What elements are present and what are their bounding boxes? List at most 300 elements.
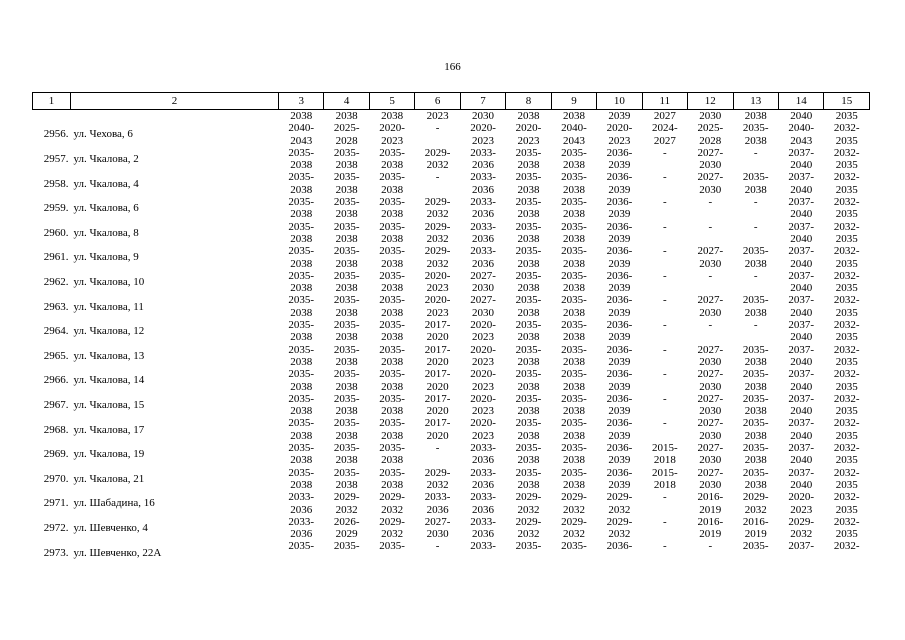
period-cell [460, 442, 505, 467]
period-start: 2032- [833, 491, 860, 504]
address-cell: ул. Чехова, 6 [73, 128, 133, 141]
period-cell [415, 540, 460, 565]
page-number: 166 [444, 61, 461, 73]
period-start: 2036- [606, 269, 633, 282]
period-cell [506, 540, 551, 565]
period-start: 2027- [697, 368, 724, 381]
period-end: 2038 [562, 478, 585, 491]
period-cell [324, 540, 369, 565]
period-cell [824, 344, 870, 369]
period-cell [369, 245, 414, 270]
row-number: 2956. [43, 128, 69, 141]
period-cell [778, 196, 823, 221]
row-number: 2965. [43, 349, 69, 362]
period-cell [733, 467, 778, 492]
period-start: 2035- [333, 466, 360, 479]
period-cell [551, 467, 596, 492]
period-end: 2023 [472, 134, 495, 147]
period-start: - [663, 491, 667, 504]
period-end: 2038 [381, 478, 404, 491]
period-start: 2037- [788, 319, 815, 332]
period-cell [415, 196, 460, 221]
period-cell [824, 540, 870, 565]
period-end: 2030 [699, 405, 722, 418]
period-cell [551, 442, 596, 467]
period-start: - [663, 245, 667, 258]
period-start: 2029- [333, 491, 360, 504]
period-start: 2035- [742, 442, 769, 455]
period-start: 2035- [379, 442, 405, 455]
period-end: 2039 [608, 454, 631, 467]
address-cell: ул. Чкалова, 8 [73, 226, 139, 239]
period-end: 2038 [290, 355, 313, 368]
period-end: 2038 [517, 306, 540, 319]
period-cell [597, 171, 642, 196]
address-cell: ул. Чкалова, 12 [73, 325, 145, 338]
period-start: 2036- [606, 392, 633, 405]
period-end [642, 381, 687, 393]
period-cell [279, 344, 324, 369]
period-cell [688, 319, 733, 344]
row-number: 2957. [43, 153, 69, 166]
period-cell [597, 516, 642, 541]
period-start: 2035- [379, 368, 405, 381]
period-end: 2030 [699, 478, 722, 491]
column-header-2: 2 [71, 93, 279, 110]
period-cell [824, 196, 870, 221]
period-start: 2027- [697, 171, 724, 184]
period-start: 2032- [833, 220, 860, 233]
period-end: 2032 [744, 503, 767, 516]
period-end: 2040 [790, 331, 813, 344]
period-end: 2040 [790, 208, 813, 221]
period-end: 2039 [608, 429, 631, 442]
period-end: 2040 [790, 405, 813, 418]
period-start: 2035- [515, 392, 542, 405]
period-cell [824, 171, 870, 196]
period-start: 2035- [333, 540, 360, 553]
period-end: 2038 [517, 331, 540, 344]
period-end: 2038 [562, 355, 585, 368]
column-header-9: 9 [551, 93, 596, 110]
period-end: 2038 [562, 454, 585, 467]
period-cell [688, 245, 733, 270]
period-end: 2040 [790, 159, 813, 172]
period-end [506, 553, 551, 565]
period-cell [824, 270, 870, 295]
period-start: 2035- [561, 294, 587, 307]
period-end: 2030 [699, 355, 722, 368]
period-start: 2037- [788, 442, 815, 455]
period-start: 2027- [470, 294, 496, 307]
period-end: 2035 [835, 282, 858, 295]
period-start: 2035- [333, 146, 360, 159]
period-cell [279, 147, 324, 172]
period-cell [642, 417, 687, 442]
period-end: 2038 [744, 257, 767, 270]
period-start: 2035- [561, 196, 587, 209]
period-cell [369, 540, 414, 565]
period-cell [279, 442, 324, 467]
period-end [642, 356, 687, 368]
period-cell [733, 294, 778, 319]
period-end: 2038 [744, 454, 767, 467]
period-cell [642, 270, 687, 295]
period-end: 2036 [472, 454, 495, 467]
period-start: 2033- [470, 171, 496, 184]
period-cell [460, 122, 505, 147]
period-start: - [435, 122, 440, 135]
period-cell [415, 442, 460, 467]
period-cell [733, 344, 778, 369]
period-end: 2038 [335, 429, 358, 442]
period-start: 2035- [515, 417, 542, 430]
period-end: 2038 [335, 159, 358, 172]
period-cell [824, 491, 870, 516]
period-start: 2032- [833, 146, 860, 159]
period-end: 2036 [472, 478, 495, 491]
period-start: 2032- [833, 122, 860, 135]
period-cell [778, 393, 823, 418]
period-end: 2043 [290, 134, 313, 147]
period-start: 2036- [606, 368, 633, 381]
period-end: 2038 [562, 306, 585, 319]
period-cell [642, 344, 687, 369]
period-end: 2032 [790, 528, 813, 541]
period-end: 2038 [290, 454, 313, 467]
period-end: 2030 [699, 380, 722, 393]
period-start: 2035- [333, 196, 360, 209]
period-end: 2036 [290, 503, 313, 516]
period-start: 2029- [606, 491, 633, 504]
period-end: 2028 [335, 134, 358, 147]
period-cell [688, 516, 733, 541]
period-end: 2038 [517, 282, 540, 295]
period-end: 2038 [517, 429, 540, 442]
period-end [733, 208, 778, 220]
period-cell [460, 344, 505, 369]
period-cell [551, 540, 596, 565]
period-start: 2037- [788, 343, 815, 356]
period-end: 2040 [790, 232, 813, 245]
period-end: 2038 [290, 159, 313, 172]
period-end: 2039 [608, 257, 631, 270]
period-start: 2035- [379, 343, 405, 356]
period-end [642, 430, 687, 442]
period-start: 2029- [742, 491, 769, 504]
period-start: 2035- [379, 146, 405, 159]
period-start: 2029- [379, 491, 405, 504]
period-cell [688, 196, 733, 221]
period-start: - [663, 540, 667, 553]
period-end: 2035 [835, 380, 858, 393]
period-end: 2019 [699, 503, 722, 516]
period-cell [551, 122, 596, 147]
period-end: 2038 [335, 454, 358, 467]
year-cell: 2038 [335, 110, 358, 122]
address-cell: ул. Шевченко, 22А [73, 546, 162, 559]
period-cell [369, 147, 414, 172]
period-cell [551, 491, 596, 516]
column-header-14: 14 [778, 93, 823, 110]
period-start: - [663, 294, 667, 307]
period-end: 2036 [472, 208, 495, 221]
period-end: 2038 [335, 232, 358, 245]
period-cell [369, 196, 414, 221]
row-number: 2973. [43, 546, 69, 559]
period-cell [415, 417, 460, 442]
period-end: 2038 [744, 306, 767, 319]
period-end [733, 282, 778, 294]
period-end: 2023 [790, 503, 813, 516]
period-cell [460, 294, 505, 319]
period-cell [324, 417, 369, 442]
address-cell: ул. Чкалова, 9 [73, 251, 139, 264]
period-end [597, 553, 642, 565]
row-number: 2971. [43, 497, 69, 510]
period-start: 2035- [561, 343, 587, 356]
period-start: 2027- [697, 417, 724, 430]
period-end [642, 331, 687, 343]
period-start: 2032- [833, 540, 860, 553]
period-start: 2016- [742, 515, 769, 528]
period-end: 2039 [608, 380, 631, 393]
period-end: 2040 [790, 478, 813, 491]
period-end: 2038 [290, 478, 313, 491]
period-cell [597, 417, 642, 442]
period-start: 2036- [606, 417, 633, 430]
period-cell [324, 344, 369, 369]
address-cell: ул. Чкалова, 6 [73, 202, 139, 215]
period-cell [824, 368, 870, 393]
period-start: 2040- [288, 122, 315, 135]
period-cell [460, 368, 505, 393]
period-cell [460, 221, 505, 246]
period-start: 2020- [606, 122, 633, 135]
period-start: 2029- [515, 491, 542, 504]
period-end: 2038 [335, 257, 358, 270]
table-body [33, 110, 870, 565]
period-cell [369, 344, 414, 369]
period-cell [324, 516, 369, 541]
period-start: - [663, 196, 667, 209]
period-end: 2038 [381, 257, 404, 270]
period-start: - [708, 220, 713, 233]
period-cell [642, 540, 687, 565]
period-start: 2037- [788, 171, 815, 184]
period-start: 2036- [606, 442, 633, 455]
period-cell [597, 147, 642, 172]
period-cell [460, 467, 505, 492]
period-end: 2030 [699, 183, 722, 196]
period-start: 2032- [833, 392, 860, 405]
period-cell [324, 147, 369, 172]
period-cell [506, 319, 551, 344]
period-start: 2035- [742, 122, 769, 135]
period-start: 2035- [288, 245, 315, 258]
year-cell: 2038 [290, 110, 313, 122]
period-cell [415, 393, 460, 418]
period-end: 2036 [290, 528, 313, 541]
period-start: 2017- [424, 417, 451, 430]
table-row [33, 467, 870, 492]
period-cell [733, 319, 778, 344]
period-start: 2035- [288, 171, 315, 184]
empty-cell [33, 110, 71, 123]
column-header-13: 13 [733, 93, 778, 110]
period-cell [551, 344, 596, 369]
period-start: 2037- [788, 417, 815, 430]
period-cell [551, 294, 596, 319]
period-cell [369, 294, 414, 319]
period-cell [688, 417, 733, 442]
period-end: 2032 [381, 528, 404, 541]
period-end: 2038 [562, 405, 585, 418]
period-cell [460, 393, 505, 418]
period-end: 2038 [381, 159, 404, 172]
year-cell: 2038 [562, 110, 585, 122]
period-cell [688, 122, 733, 147]
period-start: 2027- [470, 269, 496, 282]
period-start: 2035- [742, 466, 769, 479]
period-start: 2035- [333, 294, 360, 307]
period-start: 2037- [788, 269, 815, 282]
period-cell [460, 196, 505, 221]
period-cell [824, 122, 870, 147]
period-start: 2035- [288, 269, 315, 282]
table-row [33, 393, 870, 418]
period-cell [688, 270, 733, 295]
period-cell [324, 122, 369, 147]
address-cell: ул. Чкалова, 15 [73, 398, 145, 411]
period-start: 2035- [561, 269, 587, 282]
period-cell [415, 221, 460, 246]
period-end [642, 233, 687, 245]
period-start: 2035- [379, 245, 405, 258]
period-end [279, 553, 324, 565]
period-start: 2032- [833, 368, 860, 381]
period-start: 2036- [606, 245, 633, 258]
period-end: 2032 [562, 503, 585, 516]
table-row [33, 417, 870, 442]
period-start: 2035- [742, 245, 769, 258]
period-cell [597, 540, 642, 565]
period-start: 2037- [788, 196, 815, 209]
period-end: 2038 [744, 478, 767, 491]
period-cell [597, 491, 642, 516]
period-start: 2035- [288, 319, 315, 332]
period-cell [506, 245, 551, 270]
period-cell [824, 442, 870, 467]
period-end: 2035 [835, 331, 858, 344]
period-start: 2035- [561, 368, 587, 381]
period-cell [778, 171, 823, 196]
period-end: 2038 [290, 232, 313, 245]
table-row [33, 196, 870, 221]
period-cell [279, 270, 324, 295]
period-cell [688, 540, 733, 565]
period-end: 2038 [290, 257, 313, 270]
period-end: 2035 [835, 528, 858, 541]
period-end: 2039 [608, 282, 631, 295]
period-cell [733, 368, 778, 393]
period-end: 2040 [790, 454, 813, 467]
period-start: 2035- [333, 368, 360, 381]
period-cell [460, 516, 505, 541]
period-cell [324, 319, 369, 344]
row-number: 2958. [43, 177, 69, 190]
period-start: 2033- [470, 491, 496, 504]
period-cell [506, 344, 551, 369]
period-start: - [663, 171, 667, 184]
period-end: 2038 [744, 380, 767, 393]
period-cell [778, 147, 823, 172]
period-end: 2038 [744, 355, 767, 368]
year-cell: 2039 [608, 110, 631, 122]
period-cell [824, 516, 870, 541]
period-start: 2017- [424, 392, 451, 405]
period-cell [415, 319, 460, 344]
period-end: 2023 [472, 331, 495, 344]
period-cell [279, 171, 324, 196]
period-end [415, 454, 460, 466]
period-start: 2029- [561, 515, 587, 528]
address-cell: ул. Чкалова, 10 [73, 276, 145, 288]
period-start: 2035- [288, 417, 315, 430]
period-start: 2033- [470, 515, 496, 528]
period-cell [597, 245, 642, 270]
period-cell [506, 270, 551, 295]
period-cell [551, 221, 596, 246]
period-start: 2035- [379, 269, 405, 282]
period-start: - [753, 319, 758, 332]
period-end: 2038 [562, 183, 585, 196]
period-end: 2038 [517, 159, 540, 172]
period-start: 2037- [788, 294, 815, 307]
period-start: - [753, 269, 758, 282]
period-start: 2035- [379, 171, 405, 184]
period-cell [324, 294, 369, 319]
period-start: - [663, 368, 667, 381]
period-cell [642, 122, 687, 147]
column-header-5: 5 [369, 93, 414, 110]
period-end: 2038 [562, 159, 585, 172]
period-start: 2020- [788, 491, 815, 504]
period-start: 2035- [742, 392, 769, 405]
period-cell [551, 319, 596, 344]
row-number: 2961. [43, 251, 69, 264]
period-cell [642, 221, 687, 246]
period-start: 2040- [561, 122, 587, 135]
period-end: 2035 [835, 429, 858, 442]
period-end: 2032 [562, 528, 585, 541]
period-cell [778, 319, 823, 344]
column-header-4: 4 [324, 93, 369, 110]
period-cell [279, 516, 324, 541]
period-cell [369, 491, 414, 516]
period-end [824, 553, 870, 565]
period-cell [460, 171, 505, 196]
period-start: 2036- [606, 540, 633, 553]
period-cell [279, 368, 324, 393]
period-cell [733, 442, 778, 467]
period-cell [778, 270, 823, 295]
year-cell: 2035 [835, 110, 858, 122]
period-cell [506, 221, 551, 246]
period-start: 2035- [515, 319, 542, 332]
period-start: 2035- [379, 466, 405, 479]
year-cell: 2038 [744, 110, 767, 122]
